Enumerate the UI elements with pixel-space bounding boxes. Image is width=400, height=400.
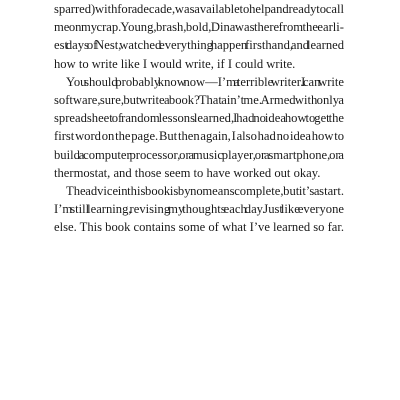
text-line: software, sure, but write a book? That ain’t me. Armed with only a xyxy=(54,92,344,107)
body-text xyxy=(54,0,344,236)
paragraph-1 xyxy=(54,0,344,73)
text-line: build a computer processor, or a music player, or a smartphone, or a xyxy=(54,147,344,162)
text-line: The advice in this book is by no means complete, but it’s a start. xyxy=(66,183,344,198)
paragraph-2 xyxy=(54,73,344,182)
text-line: first word on the page. But then again, I also had no idea how to xyxy=(54,129,344,144)
text-line: thermostat, and those seem to have worked out okay. xyxy=(54,165,321,180)
text-line: sparred) with for a decade, was available to help and ready to call xyxy=(54,2,344,16)
paragraph-3 xyxy=(54,182,344,237)
text-line: I’m still learning, revising my thoughts each day. Just like everyone xyxy=(54,202,344,217)
text-line: est days of Nest, watched everything happen firsthand, and learned xyxy=(54,38,344,53)
text-line: me on my crap. Young, brash, bold, Dina was there from the earli- xyxy=(54,20,344,35)
text-line: spreadsheet of random lessons learned, I had no idea how to get the xyxy=(54,111,344,126)
text-line: else. This book contains some of what I’ve learned so far. xyxy=(54,220,345,235)
text-line: how to write like I would write, if I could write. xyxy=(54,56,296,71)
text-line: You should probably know now—I’m a terrible writer. I can write xyxy=(66,74,344,89)
